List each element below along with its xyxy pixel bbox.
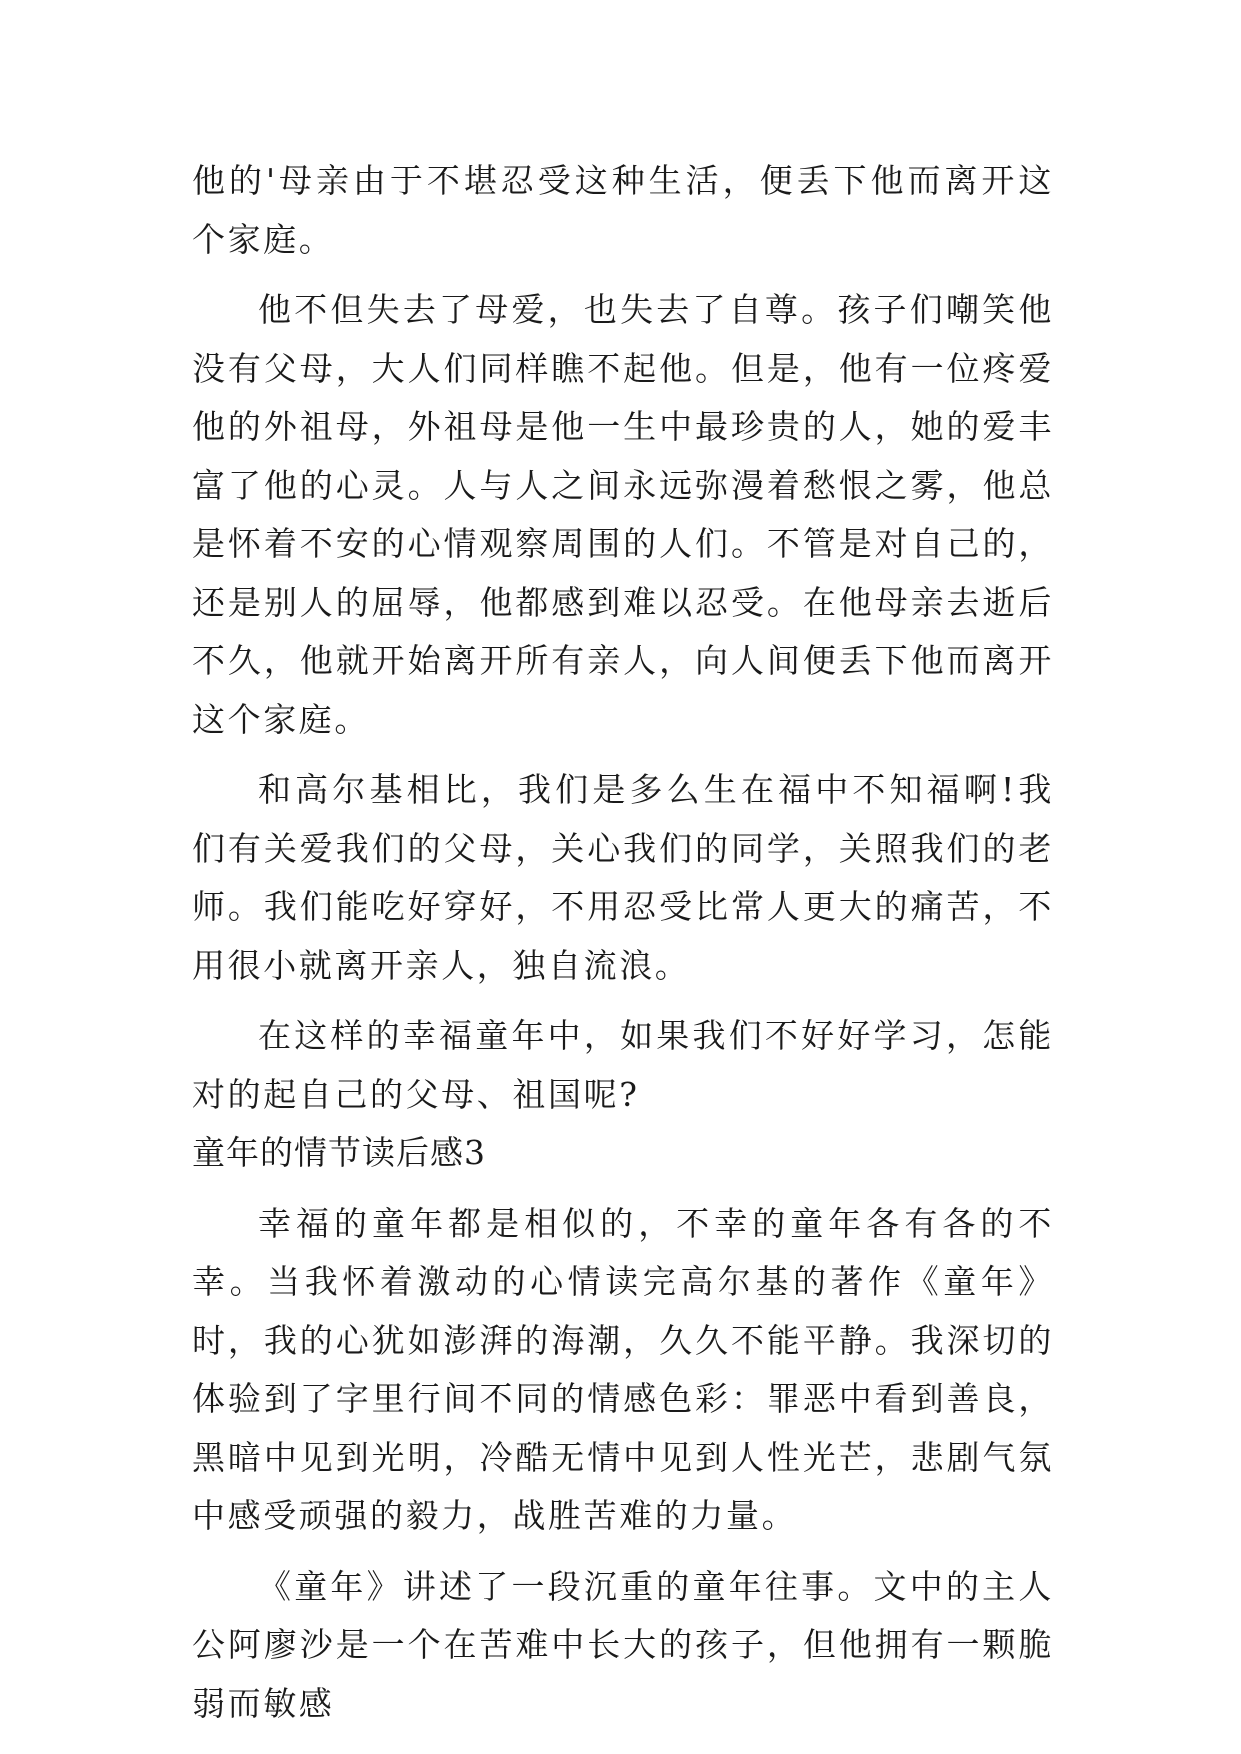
paragraph-loss-of-love: 他不但失去了母爱，也失去了自尊。孩子们嘲笑他没有父母，大人们同样瞧不起他。但是，他有一位疼爱他的外祖母，外祖母是他一生中最珍贵的人，她的爱丰富了他的心灵。人与人之间永远弥漫着愁恨之雾，他总是怀着不安的心情观察周围的人们。不管是对自己的，还是别人的屈辱，他都感到难以忍受。在他母亲去逝后不久，他就开始离开所有亲人，向人间便丢下他而离开这个家庭。 (192, 290, 1054, 739)
paragraph-comparison: 和高尔基相比，我们是多么生在福中不知福啊!我们有关爱我们的父母，关心我们的同学，关照我们的老师。我们能吃好穿好，不用忍受比常人更大的痛苦，不用很小就离开亲人，独自流浪。 (192, 770, 1054, 985)
section-heading: 童年的情节读后感3 (192, 1133, 486, 1172)
paragraph-continuation: 他的'母亲由于不堪忍受这种生活，便丢下他而离开这个家庭。 (192, 161, 1054, 259)
paragraph-story-summary: 《童年》讲述了一段沉重的童年往事。文中的主人公阿廖沙是一个在苦难中长大的孩子，但他拥有一颗脆弱而敏感 (192, 1566, 1054, 1723)
paragraph-reflection: 在这样的幸福童年中，如果我们不好好学习，怎能对的起自己的父母、祖国呢? (192, 1016, 1054, 1114)
paragraph-happy-childhood: 幸福的童年都是相似的，不幸的童年各有各的不幸。当我怀着激动的心情读完高尔基的著作《童年》时，我的心犹如澎湃的海潮，久久不能平静。我深切的体验到了字里行间不同的情感色彩：罪恶中看到善良，黑暗中见到光明，冷酷无情中见到人性光芒，悲剧气氛中感受顽强的毅力，战胜苦难的力量。 (192, 1203, 1054, 1535)
document-page (192, 152, 1054, 1733)
